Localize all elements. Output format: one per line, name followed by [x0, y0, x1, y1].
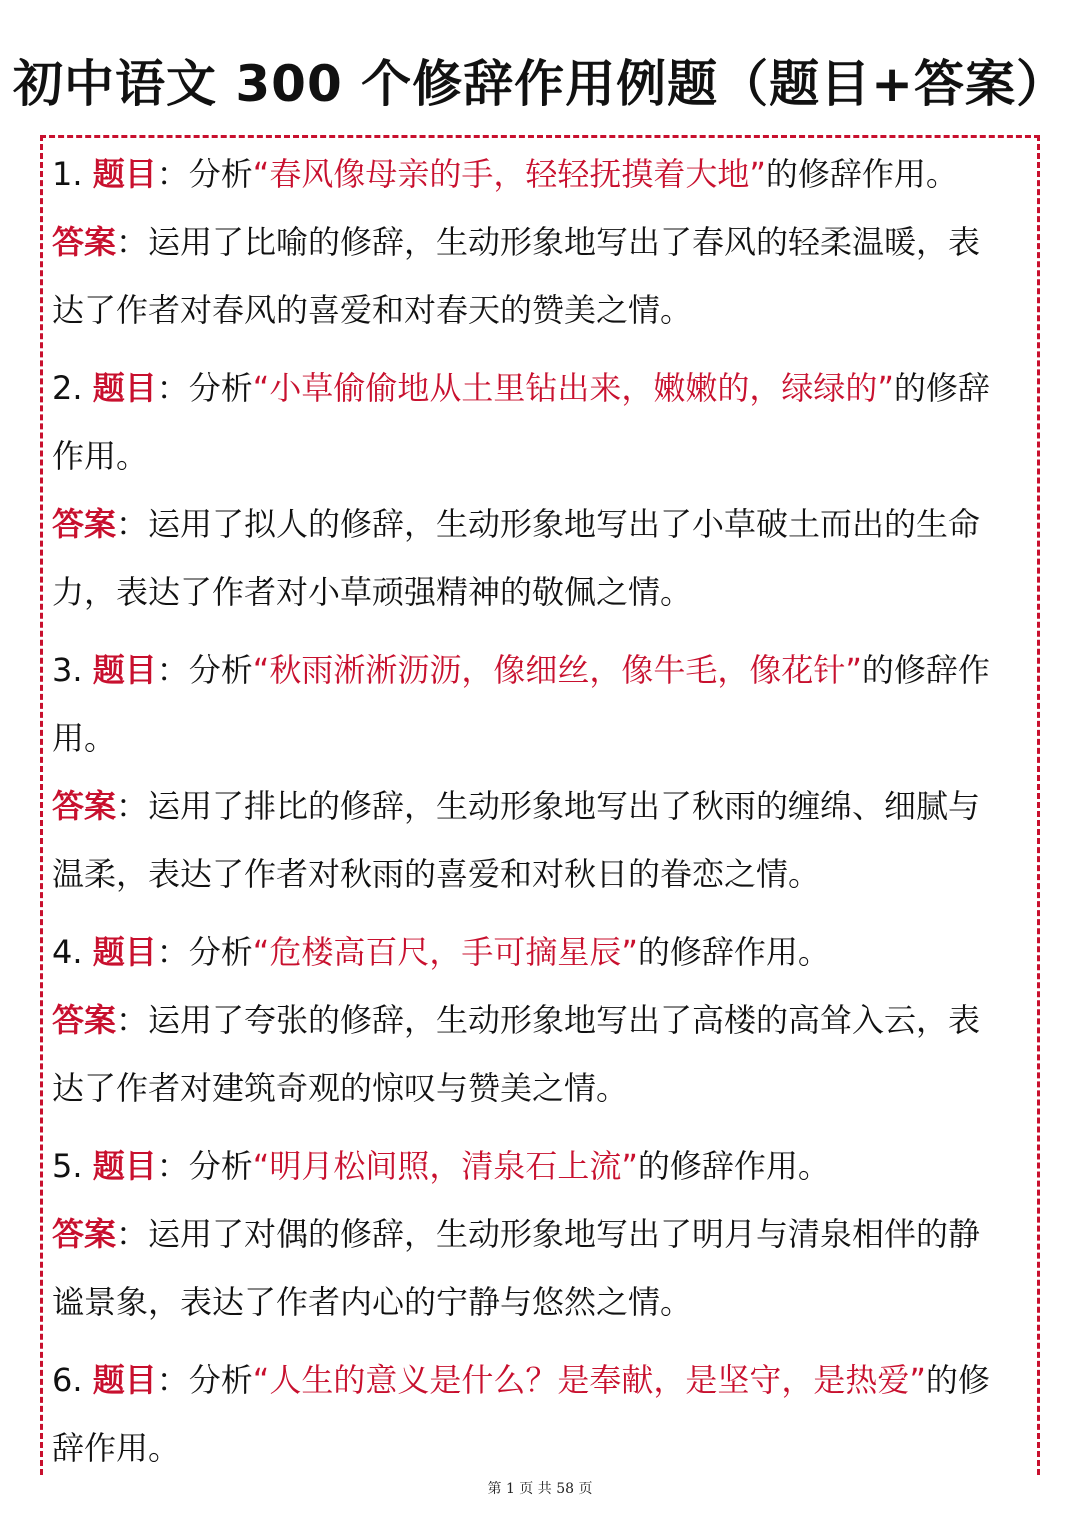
answer-text: 运用了拟人的修辞，生动形象地写出了小草破土而出的生命力，表达了作者对小草顽强精神的敬佩之情。 — [52, 505, 981, 611]
colon: ： — [116, 787, 149, 825]
question-suffix: 的修辞作用。 — [637, 1147, 830, 1185]
question-6 — [52, 1346, 1012, 1482]
colon: ： — [156, 155, 189, 193]
question-suffix: 的修辞作用。 — [52, 651, 990, 757]
question-label: 题目 — [92, 1361, 157, 1399]
colon: ： — [116, 1001, 149, 1039]
question-quote: “春风像母亲的手，轻轻抚摸着大地” — [252, 155, 766, 193]
question-2 — [52, 354, 1012, 490]
question-label: 题目 — [92, 155, 157, 193]
question-prefix: 分析 — [188, 651, 253, 689]
question-label: 题目 — [92, 651, 157, 689]
answer-label: 答案 — [52, 1215, 117, 1253]
question-suffix: 的修辞作用。 — [637, 933, 830, 971]
question-label: 题目 — [92, 933, 157, 971]
questions-list — [52, 140, 1012, 1482]
question-3 — [52, 636, 1012, 772]
question-4 — [52, 918, 1012, 986]
question-number: 4. — [52, 933, 83, 971]
question-label: 题目 — [92, 1147, 157, 1185]
question-number: 3. — [52, 651, 83, 689]
colon: ： — [116, 505, 149, 543]
answer-2 — [52, 490, 1012, 626]
question-5 — [52, 1132, 1012, 1200]
colon: ： — [156, 1147, 189, 1185]
question-quote: “明月松间照，清泉石上流” — [252, 1147, 638, 1185]
question-prefix: 分析 — [188, 369, 253, 407]
question-number: 1. — [52, 155, 83, 193]
question-prefix: 分析 — [188, 1147, 253, 1185]
question-quote: “小草偷偷地从土里钻出来，嫩嫩的，绿绿的” — [252, 369, 894, 407]
question-prefix: 分析 — [188, 933, 253, 971]
answer-1 — [52, 208, 1012, 344]
answer-3 — [52, 772, 1012, 908]
question-quote: “危楼高百尺，手可摘星辰” — [252, 933, 638, 971]
colon: ： — [156, 1361, 189, 1399]
question-suffix: 的修辞作用。 — [52, 1361, 990, 1467]
answer-4 — [52, 986, 1012, 1122]
question-quote: “秋雨淅淅沥沥，像细丝，像牛毛，像花针” — [252, 651, 862, 689]
question-number: 2. — [52, 369, 83, 407]
answer-label: 答案 — [52, 787, 117, 825]
colon: ： — [116, 1215, 149, 1253]
page-footer: 第 1 页 共 58 页 — [487, 1481, 593, 1497]
answer-label: 答案 — [52, 1001, 117, 1039]
question-prefix: 分析 — [188, 1361, 253, 1399]
colon: ： — [156, 651, 189, 689]
question-suffix: 的修辞作用。 — [765, 155, 958, 193]
question-label: 题目 — [92, 369, 157, 407]
question-suffix: 的修辞作用。 — [52, 369, 990, 475]
question-prefix: 分析 — [188, 155, 253, 193]
answer-text: 运用了比喻的修辞，生动形象地写出了春风的轻柔温暖，表达了作者对春风的喜爱和对春天的赞美之情。 — [52, 223, 981, 329]
answer-label: 答案 — [52, 505, 117, 543]
question-number: 6. — [52, 1361, 83, 1399]
answer-label: 答案 — [52, 223, 117, 261]
colon: ： — [156, 369, 189, 407]
answer-text: 运用了夸张的修辞，生动形象地写出了高楼的高耸入云，表达了作者对建筑奇观的惊叹与赞美之情。 — [52, 1001, 981, 1107]
colon: ： — [156, 933, 189, 971]
question-quote: “人生的意义是什么？是奉献，是坚守，是热爱” — [252, 1361, 926, 1399]
page-title: 初中语文 300 个修辞作用例题（题目+答案） — [12, 55, 1068, 113]
answer-5 — [52, 1200, 1012, 1336]
colon: ： — [116, 223, 149, 261]
question-1 — [52, 140, 1012, 208]
question-number: 5. — [52, 1147, 83, 1185]
answer-text: 运用了排比的修辞，生动形象地写出了秋雨的缠绵、细腻与温柔，表达了作者对秋雨的喜爱和对秋日的眷恋之情。 — [52, 787, 981, 893]
answer-text: 运用了对偶的修辞，生动形象地写出了明月与清泉相伴的静谧景象，表达了作者内心的宁静与悠然之情。 — [52, 1215, 981, 1321]
